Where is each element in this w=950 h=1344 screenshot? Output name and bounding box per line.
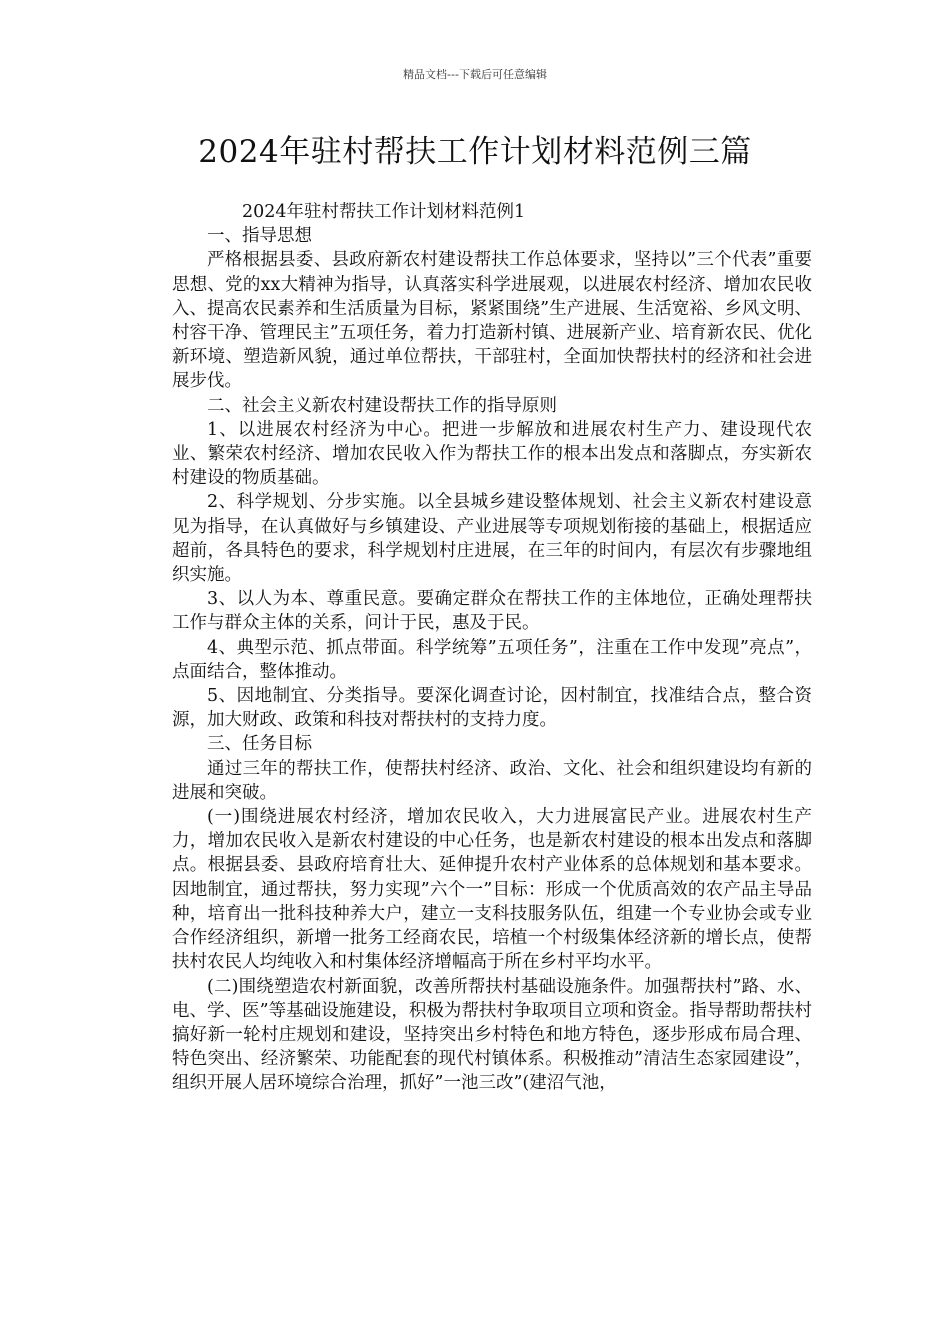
paragraph: 严格根据县委、县政府新农村建设帮扶工作总体要求，坚持以”三个代表”重要思想、党的xx大精神为指导，认真落实科学进展观，以进展农村经济、增加农民收入、提高农民素养和生活质量为目标，紧紧围绕”生产进展、生活宽裕、乡风文明、村容干净、管理民主”五项任务，着力打造新村镇、进展新产业、培育新农民、优化新环境、塑造新风貌，通过单位帮扶，干部驻村，全面加快帮扶村的经济和社会进展步伐。 <box>172 250 812 392</box>
document-subtitle: 2024年驻村帮扶工作计划材料范例1 <box>242 202 526 222</box>
paragraph: 3、以人为本、尊重民意。要确定群众在帮扶工作的主体地位，正确处理帮扶工作与群众主体的关系，问计于民，惠及于民。 <box>172 589 812 634</box>
paragraph: 2、科学规划、分步实施。以全县城乡建设整体规划、社会主义新农村建设意见为指导，在认真做好与乡镇建设、产业进展等专项规划衔接的基础上，根据适应超前，各具特色的要求，科学规划村庄进展，在三年的时间内，有层次有步骤地组织实施。 <box>172 492 812 586</box>
paragraph: 4、典型示范、抓点带面。科学统筹”五项任务”，注重在工作中发现”亮点”，点面结合，整体推动。 <box>172 637 812 682</box>
paragraph: 1、以进展农村经济为中心。把进一步解放和进展农村生产力、建设现代农业、繁荣农村经济、增加农民收入作为帮扶工作的根本出发点和落脚点，夯实新农村建设的物质基础。 <box>172 419 812 489</box>
section-heading-guiding-principles: 二、社会主义新农村建设帮扶工作的指导原则 <box>207 395 557 416</box>
section-heading-guiding-ideology: 一、指导思想 <box>207 226 312 247</box>
paragraph: (二)围绕塑造农村新面貌，改善所帮扶村基础设施条件。加强帮扶村”路、水、电、学、医”等基础设施建设，积极为帮扶村争取项目立项和资金。指导帮助帮扶村搞好新一轮村庄规划和建设，坚持突出乡村特色和地方特色，逐步形成布局合理、特色突出、经济繁荣、功能配套的现代村镇体系。积极推动”清洁生态家园建设”，组织开展人居环境综合治理，抓好”一池三改”(建沼气池， <box>172 976 812 1094</box>
document-title: 2024年驻村帮扶工作计划材料范例三篇 <box>198 134 752 170</box>
header-note: 精品文档---下载后可任意编辑 <box>403 68 547 81</box>
document-body <box>172 200 812 1096</box>
paragraph: 通过三年的帮扶工作，使帮扶村经济、政治、文化、社会和组织建设均有新的进展和突破。 <box>172 758 812 803</box>
paragraph: 5、因地制宜、分类指导。要深化调查讨论，因村制宜，找准结合点，整合资源，加大财政、政策和科技对帮扶村的支持力度。 <box>172 686 812 731</box>
section-heading-task-goals: 三、任务目标 <box>207 734 312 755</box>
paragraph: (一)围绕进展农村经济，增加农民收入，大力进展富民产业。进展农村生产力，增加农民收入是新农村建设的中心任务，也是新农村建设的根本出发点和落脚点。根据县委、县政府培育壮大、延伸提升农村产业体系的总体规划和基本要求。因地制宜，通过帮扶，努力实现”六个一”目标：形成一个优质高效的农产品主导品种，培育出一批科技种养大户，建立一支科技服务队伍，组建一个专业协会或专业合作经济组织，新增一批务工经商农民，培植一个村级集体经济新的增长点，使帮扶村农民人均纯收入和村集体经济增幅高于所在乡村平均水平。 <box>172 807 812 973</box>
